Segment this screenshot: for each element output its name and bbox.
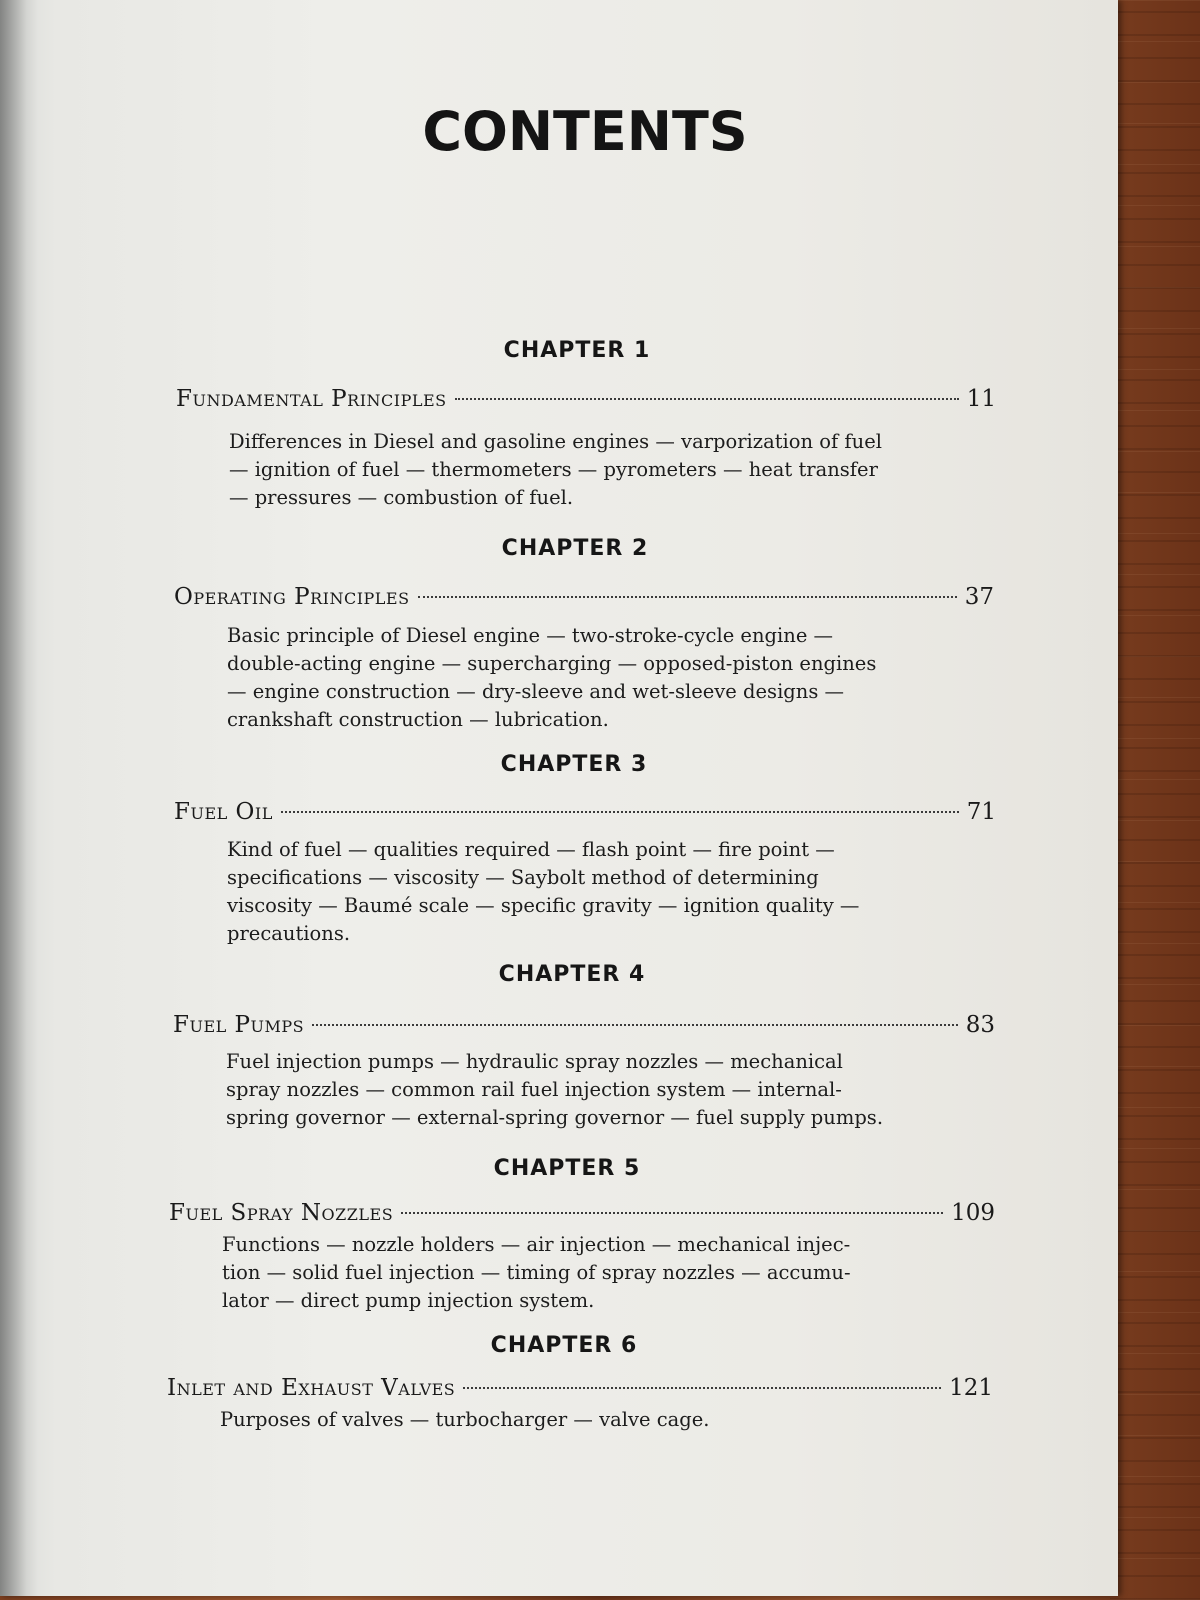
chapter-5-description: [222, 1231, 938, 1315]
chapter-2-line-4: crankshaft construction — lubrication.: [227, 708, 609, 731]
chapter-4-heading: CHAPTER 4: [498, 962, 646, 987]
chapter-1-description: [229, 428, 945, 512]
chapter-4-page-number: 83: [965, 1012, 995, 1038]
chapter-3-leader-dots: [281, 811, 959, 813]
chapter-6-leader-dots: [463, 1387, 941, 1389]
chapter-2-description: [227, 622, 943, 734]
chapter-1-leader-dots: [455, 398, 959, 400]
chapter-1-entry: [176, 386, 996, 420]
chapter-4-line-3: spring governor — external-spring governor — fuel supply pumps.: [226, 1106, 884, 1129]
chapter-2-line-1: Basic principle of Diesel engine — two-stroke-cycle engine —: [227, 624, 834, 647]
chapter-6-heading: CHAPTER 6: [490, 1333, 638, 1358]
chapter-1-line-1: Differences in Diesel and gasoline engines — varporization of fuel: [229, 430, 882, 453]
chapter-3-title: Fuel Oil: [174, 799, 273, 825]
chapter-5-page-number: 109: [951, 1200, 995, 1226]
chapter-2-line-2: double-acting engine — supercharging — opposed-piston engines: [227, 652, 877, 675]
chapter-5-leader-dots: [401, 1212, 943, 1214]
chapter-2-line-3: — engine construction — dry-sleeve and wet-sleeve designs —: [227, 680, 845, 703]
chapter-2-page-number: 37: [964, 584, 994, 610]
chapter-6-page-number: 121: [949, 1375, 993, 1401]
chapter-4-description: [226, 1048, 942, 1132]
chapter-3-line-3: viscosity — Baumé scale — specific gravity — ignition quality —: [227, 894, 860, 917]
chapter-1-line-3: — pressures — combustion of fuel.: [229, 486, 574, 509]
chapter-1-page-number: 11: [966, 386, 996, 412]
chapter-6-line-1: Purposes of valves — turbocharger — valve cage.: [220, 1408, 710, 1431]
chapter-3-heading: CHAPTER 3: [500, 752, 648, 777]
chapter-4-line-2: spray nozzles — common rail fuel injection system — internal-: [226, 1078, 842, 1101]
chapter-5-entry: [169, 1200, 995, 1234]
chapter-3-line-1: Kind of fuel — qualities required — flash point — fire point —: [227, 838, 835, 861]
chapter-4-leader-dots: [312, 1024, 958, 1026]
page-title: CONTENTS: [422, 100, 748, 163]
chapter-3-entry: [174, 799, 996, 833]
spine-shadow: [0, 0, 38, 1596]
chapter-3-line-4: precautions.: [227, 922, 351, 945]
chapter-5-line-2: tion — solid fuel injection — timing of spray nozzles — accumu-: [222, 1261, 851, 1284]
chapter-4-line-1: Fuel injection pumps — hydraulic spray nozzles — mechanical: [226, 1050, 843, 1073]
chapter-2-entry: [174, 584, 994, 618]
chapter-2-heading: CHAPTER 2: [501, 536, 649, 561]
chapter-3-line-2: specifications — viscosity — Saybolt method of determining: [227, 866, 819, 889]
chapter-5-line-3: lator — direct pump injection system.: [222, 1289, 595, 1312]
chapter-2-leader-dots: [418, 596, 957, 598]
chapter-1-line-2: — ignition of fuel — thermometers — pyrometers — heat transfer: [229, 458, 878, 481]
chapter-6-description: [220, 1406, 936, 1434]
chapter-1-heading: CHAPTER 1: [503, 338, 651, 363]
chapter-2-title: Operating Principles: [174, 584, 410, 610]
chapter-3-page-number: 71: [966, 799, 996, 825]
chapter-4-title: Fuel Pumps: [173, 1012, 305, 1038]
chapter-3-description: [227, 836, 943, 948]
chapter-5-heading: CHAPTER 5: [493, 1156, 641, 1181]
chapter-5-title: Fuel Spray Nozzles: [169, 1200, 394, 1226]
chapter-4-entry: [173, 1012, 995, 1046]
chapter-6-entry: [167, 1375, 993, 1409]
wooden-table-background: [1110, 0, 1200, 1600]
chapter-6-title: Inlet and Exhaust Valves: [167, 1375, 456, 1401]
chapter-5-line-1: Functions — nozzle holders — air injection — mechanical injec-: [222, 1233, 851, 1256]
chapter-1-title: Fundamental Principles: [176, 386, 447, 412]
